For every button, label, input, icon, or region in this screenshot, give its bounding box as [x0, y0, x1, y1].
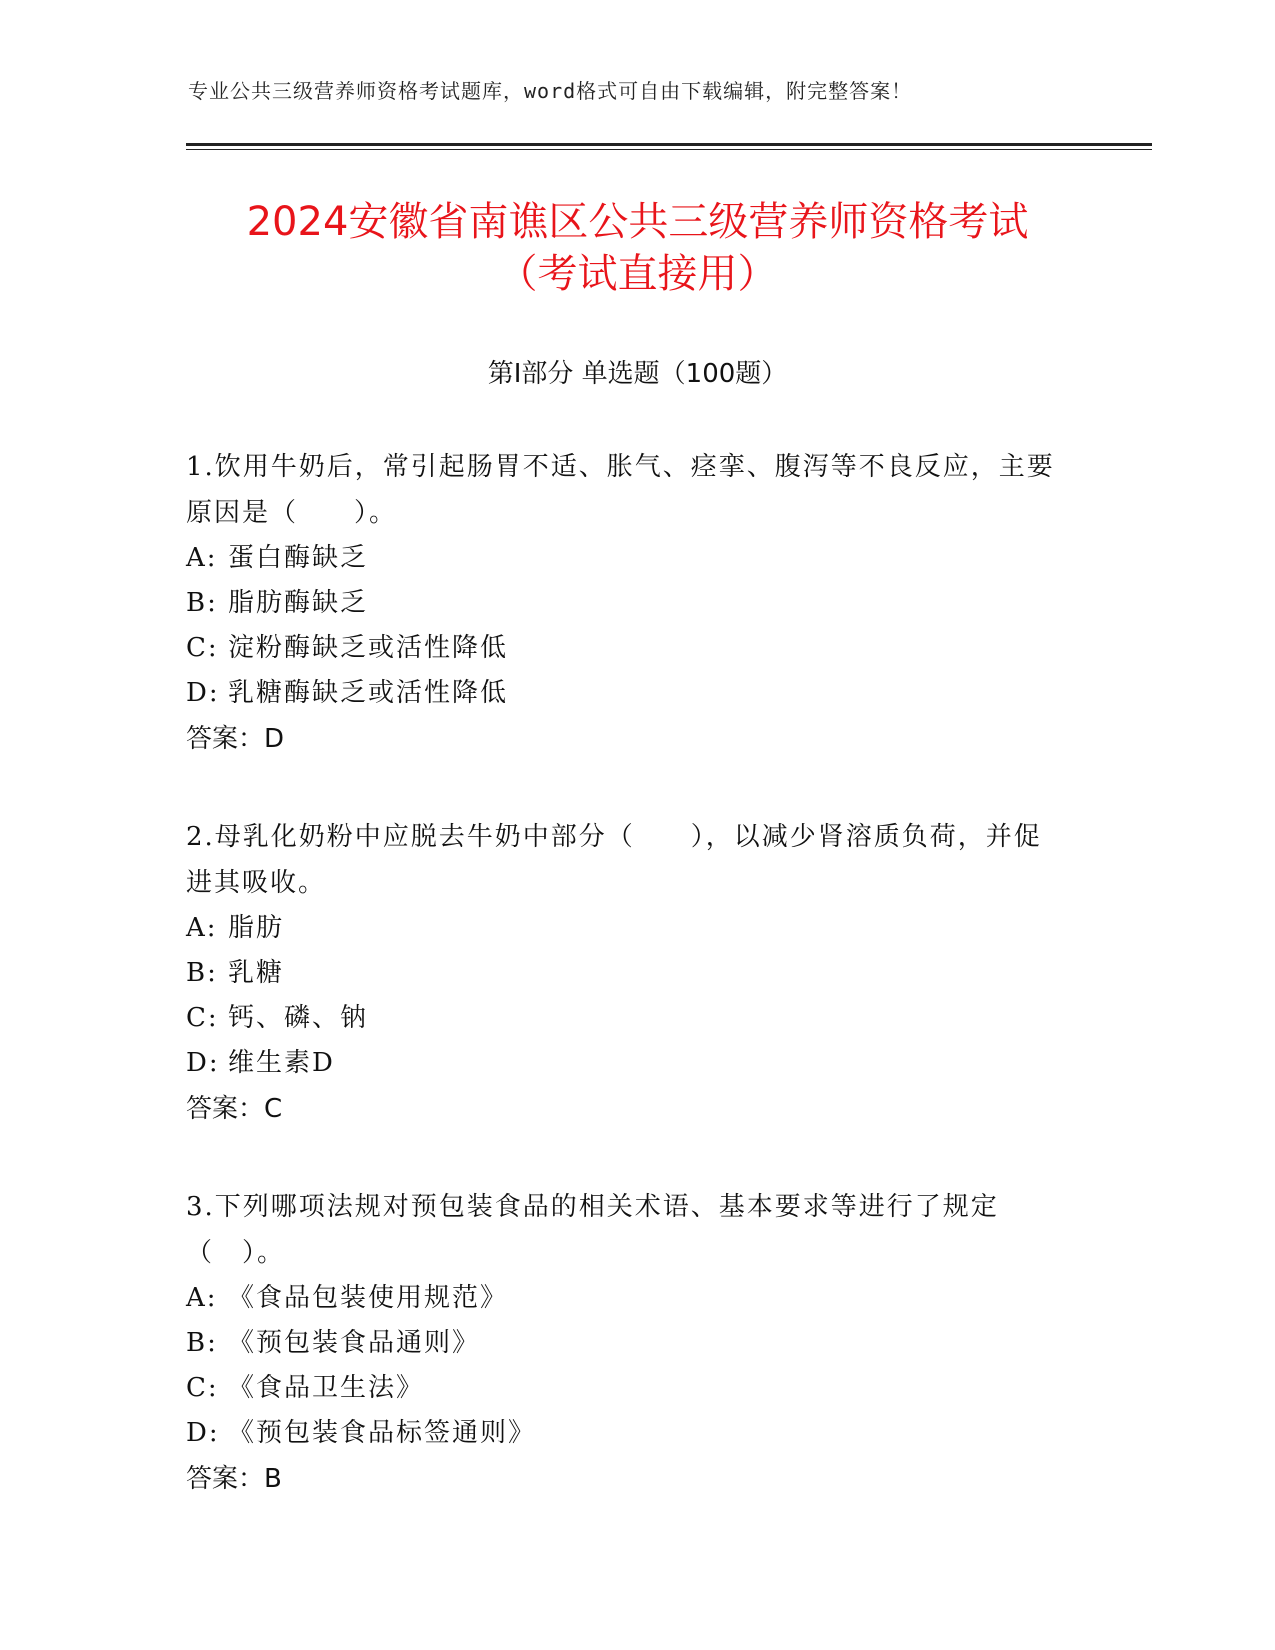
option-letter: A: [186, 913, 218, 943]
option-text: 乳糖酶缺乏或活性降低 [228, 678, 509, 708]
option-letter: C: [186, 1373, 219, 1403]
question-stem: 1.饮用牛奶后，常引起肠胃不适、胀气、痉挛、腹泻等不良反应，主要原因是（ ）。 [186, 452, 1055, 528]
option-c [186, 1366, 1066, 1411]
section-title: 第Ⅰ部分 单选题（100题） [487, 359, 788, 389]
option-a [186, 536, 1066, 581]
question-3 [186, 1184, 1066, 1502]
option-b [186, 1321, 1066, 1366]
question-stem: 3.下列哪项法规对预包装食品的相关术语、基本要求等进行了规定（ ）。 [186, 1192, 999, 1268]
option-text: 脂肪酶缺乏 [228, 588, 369, 618]
header-divider-thin [186, 149, 1152, 150]
document-title [140, 196, 1135, 300]
option-b [186, 581, 1066, 626]
answer-line: 答案：C [186, 1094, 283, 1124]
title-line-1: 2024安徽省南谯区公共三级营养师资格考试 [246, 199, 1029, 245]
option-a [186, 1276, 1066, 1321]
option-d [186, 671, 1066, 716]
header-divider-thick [186, 143, 1152, 146]
option-letter: B: [186, 588, 218, 618]
option-d [186, 1411, 1066, 1456]
question-2 [186, 814, 1066, 1132]
option-text: 《预包装食品标签通则》 [228, 1418, 537, 1448]
option-letter: A: [186, 543, 218, 573]
option-letter: D: [186, 678, 220, 708]
option-text: 脂肪 [228, 913, 285, 943]
title-line-2: （考试直接用） [497, 251, 778, 297]
option-letter: B: [186, 1328, 218, 1358]
option-letter: D: [186, 1418, 220, 1448]
option-c [186, 626, 1066, 671]
option-c [186, 996, 1066, 1041]
question-1 [186, 444, 1066, 762]
option-letter: C: [186, 633, 219, 663]
option-letter: B: [186, 958, 218, 988]
option-text: 淀粉酶缺乏或活性降低 [228, 633, 509, 663]
header-note: 专业公共三级营养师资格考试题库，word格式可自由下载编辑，附完整答案！ [188, 79, 913, 103]
option-text: 《食品包装使用规范》 [228, 1283, 509, 1313]
option-text: 钙、磷、钠 [228, 1003, 369, 1033]
option-text: 蛋白酶缺乏 [228, 543, 369, 573]
option-a [186, 906, 1066, 951]
option-text: 乳糖 [228, 958, 285, 988]
answer-line: 答案：D [186, 724, 285, 754]
answer-line: 答案：B [186, 1464, 282, 1494]
question-list [186, 444, 1066, 1554]
option-letter: D: [186, 1048, 220, 1078]
option-text: 《食品卫生法》 [228, 1373, 425, 1403]
option-d [186, 1041, 1066, 1086]
option-text: 《预包装食品通则》 [228, 1328, 481, 1358]
question-stem: 2.母乳化奶粉中应脱去牛奶中部分（ ），以减少肾溶质负荷，并促进其吸收。 [186, 822, 1042, 898]
option-letter: A: [186, 1283, 218, 1313]
option-letter: C: [186, 1003, 219, 1033]
option-b [186, 951, 1066, 996]
option-text: 维生素D [228, 1048, 335, 1078]
